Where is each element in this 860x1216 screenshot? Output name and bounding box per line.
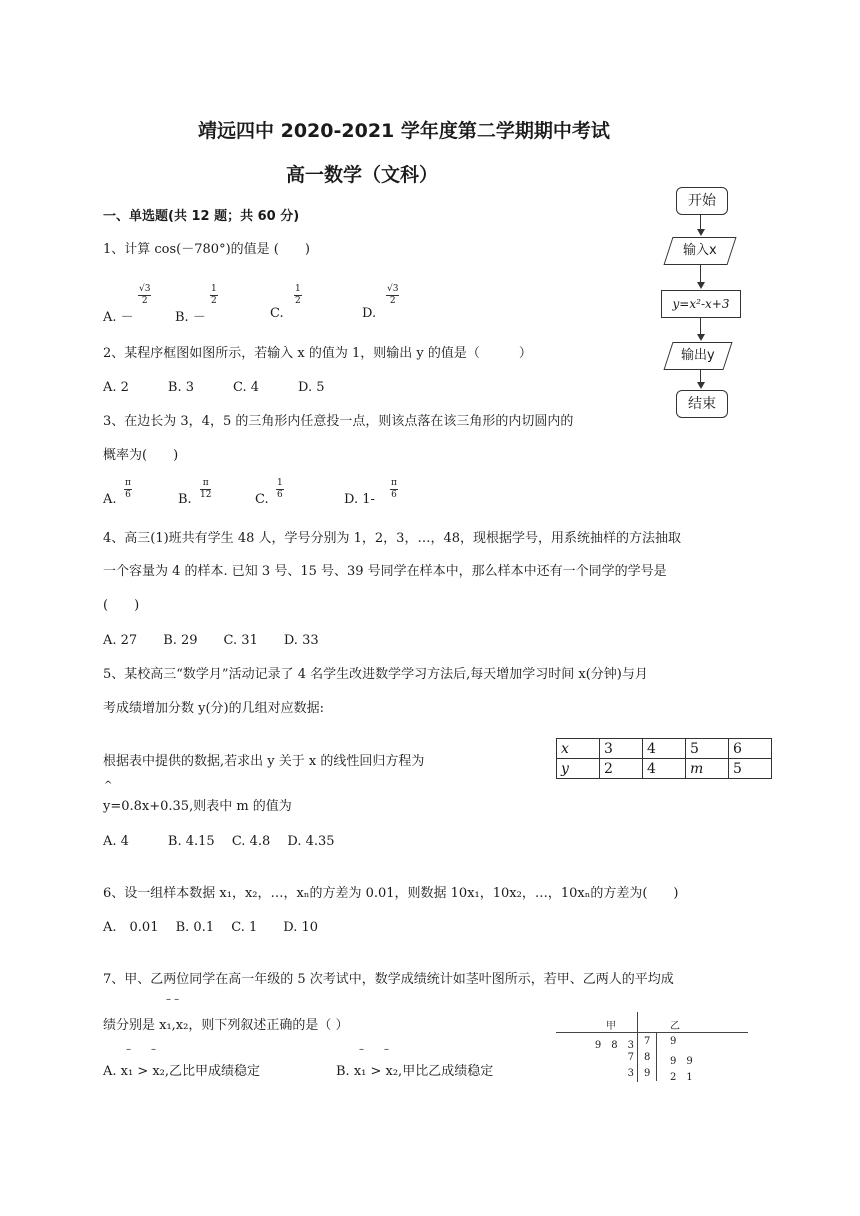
stem-leaf-right-leaves: 9 bbox=[670, 1036, 677, 1047]
q5-equation: y=0.8x+0.35,则表中 m 的值为 bbox=[103, 799, 292, 814]
table-cell: y bbox=[557, 759, 600, 779]
q1-option-b-fraction bbox=[210, 284, 218, 307]
stem-leaf-left-leaves: 3 bbox=[627, 1068, 634, 1079]
q3-c-numerator: 1 bbox=[277, 478, 283, 488]
q5-options: A. 4 B. 4.15 C. 4.8 D. 4.35 bbox=[103, 834, 335, 849]
q1-c-denominator: 2 bbox=[295, 296, 301, 306]
q1-b-denominator: 2 bbox=[211, 296, 217, 306]
q5-stem-line1: 5、某校高三“数学月”活动记录了 4 名学生改进数学学习方法后,每天增加学习时间 x(分钟)与月 bbox=[103, 667, 648, 682]
exam-subtitle: 高一数学（文科） bbox=[286, 164, 439, 186]
q1-option-a-label: A. － bbox=[103, 310, 134, 325]
q3-d-numerator: π bbox=[391, 478, 397, 488]
q3-b-denominator: 12 bbox=[200, 490, 212, 500]
q7-option-a: A. x₁ > x₂,乙比甲成绩稳定 bbox=[103, 1064, 261, 1079]
q2-stem: 2、某程序框图如图所示，若输入 x 的值为 1，则输出 y 的值是（ ） bbox=[103, 346, 532, 361]
flowchart-input: 输入x bbox=[663, 237, 736, 265]
stem-leaf-axis bbox=[656, 1033, 657, 1081]
regression-table bbox=[556, 738, 772, 779]
stem-leaf-stem: 9 bbox=[644, 1068, 651, 1079]
q3-option-b-label: B. bbox=[178, 492, 192, 507]
section-heading: 一、单选题(共 12 题；共 60 分) bbox=[103, 209, 300, 224]
stem-leaf-right-leaves: 9 9 bbox=[670, 1056, 693, 1067]
q1-b-numerator: 1 bbox=[211, 284, 217, 294]
q1-option-d-fraction bbox=[386, 284, 399, 307]
q1-option-c-label: C. bbox=[270, 306, 284, 321]
table-row bbox=[557, 739, 772, 759]
q4-stem-line3: ( ) bbox=[103, 598, 140, 613]
q3-c-denominator: 6 bbox=[277, 490, 283, 500]
q1-stem: 1、计算 cos(－780°)的值是 ( ) bbox=[103, 242, 310, 257]
stem-leaf-header-left: 甲 bbox=[606, 1021, 616, 1032]
stem-leaf-divider bbox=[556, 1032, 748, 1033]
stem-leaf-left-leaves: 9 8 3 bbox=[594, 1040, 634, 1051]
q3-a-numerator: π bbox=[125, 478, 131, 488]
table-cell: 5 bbox=[686, 739, 729, 759]
flowchart-start: 开始 bbox=[676, 187, 728, 215]
stem-leaf-header-right: 乙 bbox=[670, 1021, 680, 1032]
table-cell: m bbox=[686, 759, 729, 779]
q3-option-a-fraction bbox=[124, 478, 132, 501]
table-cell: 5 bbox=[729, 759, 772, 779]
stem-leaf-left-leaves: 7 bbox=[627, 1052, 634, 1063]
table-cell: 2 bbox=[600, 759, 643, 779]
q7-mean-bars: – – bbox=[166, 994, 180, 1005]
q1-a-denominator: 2 bbox=[141, 296, 148, 306]
q7-stem-line2: 绩分别是 x₁,x₂，则下列叙述正确的是（ ） bbox=[103, 1018, 349, 1033]
q5-stem-line3: 根据表中提供的数据,若求出 y 关于 x 的线性回归方程为 bbox=[103, 754, 425, 769]
q3-option-c-fraction bbox=[276, 478, 284, 501]
table-cell: 4 bbox=[643, 739, 686, 759]
flowchart-output: 输出y bbox=[663, 342, 732, 370]
q3-b-numerator: π bbox=[200, 478, 211, 490]
q3-option-c-label: C. bbox=[255, 492, 269, 507]
q1-d-numerator: √3 bbox=[387, 284, 399, 294]
q7-option-a-bars: – – bbox=[126, 1044, 156, 1055]
table-cell: 3 bbox=[600, 739, 643, 759]
q1-c-numerator: 1 bbox=[295, 284, 301, 294]
q3-d-denominator: 6 bbox=[391, 490, 397, 500]
flowchart-arrowhead bbox=[697, 229, 705, 236]
q4-stem-line2: 一个容量为 4 的样本. 已知 3 号、15 号、39 号同学在样本中，那么样本中还有一个同学的学号是 bbox=[103, 564, 667, 579]
q5-hat: ^ bbox=[104, 780, 113, 791]
stem-leaf-stem: 7 bbox=[644, 1036, 651, 1047]
q3-option-d-fraction bbox=[390, 478, 398, 501]
q3-stem-line1: 3、在边长为 3，4，5 的三角形内任意投一点，则该点落在该三角形的内切圆内的 bbox=[103, 414, 574, 429]
q4-stem-line1: 4、高三(1)班共有学生 48 人，学号分别为 1，2，3，…，48，现根据学号，用系统抽样的方法抽取 bbox=[103, 531, 681, 546]
flowchart-arrowhead bbox=[697, 282, 705, 289]
q3-a-denominator: 6 bbox=[125, 490, 131, 500]
q6-stem: 6、设一组样本数据 x₁，x₂，…，xₙ的方差为 0.01，则数据 10x₁，10x₂，…，10xₙ的方差为( ) bbox=[103, 886, 679, 901]
q2-options: A. 2 B. 3 C. 4 D. 5 bbox=[103, 380, 325, 395]
table-cell: 6 bbox=[729, 739, 772, 759]
table-cell: x bbox=[557, 739, 600, 759]
q1-option-a-fraction bbox=[138, 284, 151, 307]
exam-title: 靖远四中 2020-2021 学年度第二学期期中考试 bbox=[198, 120, 610, 142]
q7-option-b-bars: – – bbox=[359, 1044, 389, 1055]
q3-option-d-label: D. 1- bbox=[344, 492, 375, 507]
flowchart-process: y=x²-x+3 bbox=[661, 290, 741, 318]
stem-leaf-stem: 8 bbox=[644, 1052, 651, 1063]
q1-option-d-label: D. bbox=[362, 306, 377, 321]
q3-option-a-label: A. bbox=[103, 492, 117, 507]
flowchart-arrowhead bbox=[697, 334, 705, 341]
q3-stem-line2: 概率为( ) bbox=[103, 448, 179, 463]
table-cell: 4 bbox=[643, 759, 686, 779]
q1-option-c-fraction bbox=[294, 284, 302, 307]
flowchart-end: 结束 bbox=[676, 390, 728, 418]
table-row bbox=[557, 759, 772, 779]
flowchart-arrowhead bbox=[697, 382, 705, 389]
q3-option-b-fraction bbox=[200, 478, 211, 501]
q7-stem-line1: 7、甲、乙两位同学在高一年级的 5 次考试中，数学成绩统计如茎叶图所示，若甲、乙两人的平均成 bbox=[103, 972, 674, 987]
q7-option-b: B. x₁ > x₂,甲比乙成绩稳定 bbox=[336, 1064, 494, 1079]
q5-stem-line2: 考成绩增加分数 y(分)的几组对应数据: bbox=[103, 701, 325, 716]
stem-leaf-axis bbox=[637, 1012, 638, 1082]
q6-options: A. 0.01 B. 0.1 C. 1 D. 10 bbox=[103, 920, 319, 935]
stem-leaf-right-leaves: 2 1 bbox=[670, 1072, 693, 1083]
q1-d-denominator: 2 bbox=[389, 296, 396, 306]
flowchart-arrow bbox=[700, 264, 701, 284]
q1-a-numerator: √3 bbox=[139, 284, 151, 294]
q1-option-b-label: B. － bbox=[175, 310, 206, 325]
q4-options: A. 27 B. 29 C. 31 D. 33 bbox=[103, 633, 319, 648]
